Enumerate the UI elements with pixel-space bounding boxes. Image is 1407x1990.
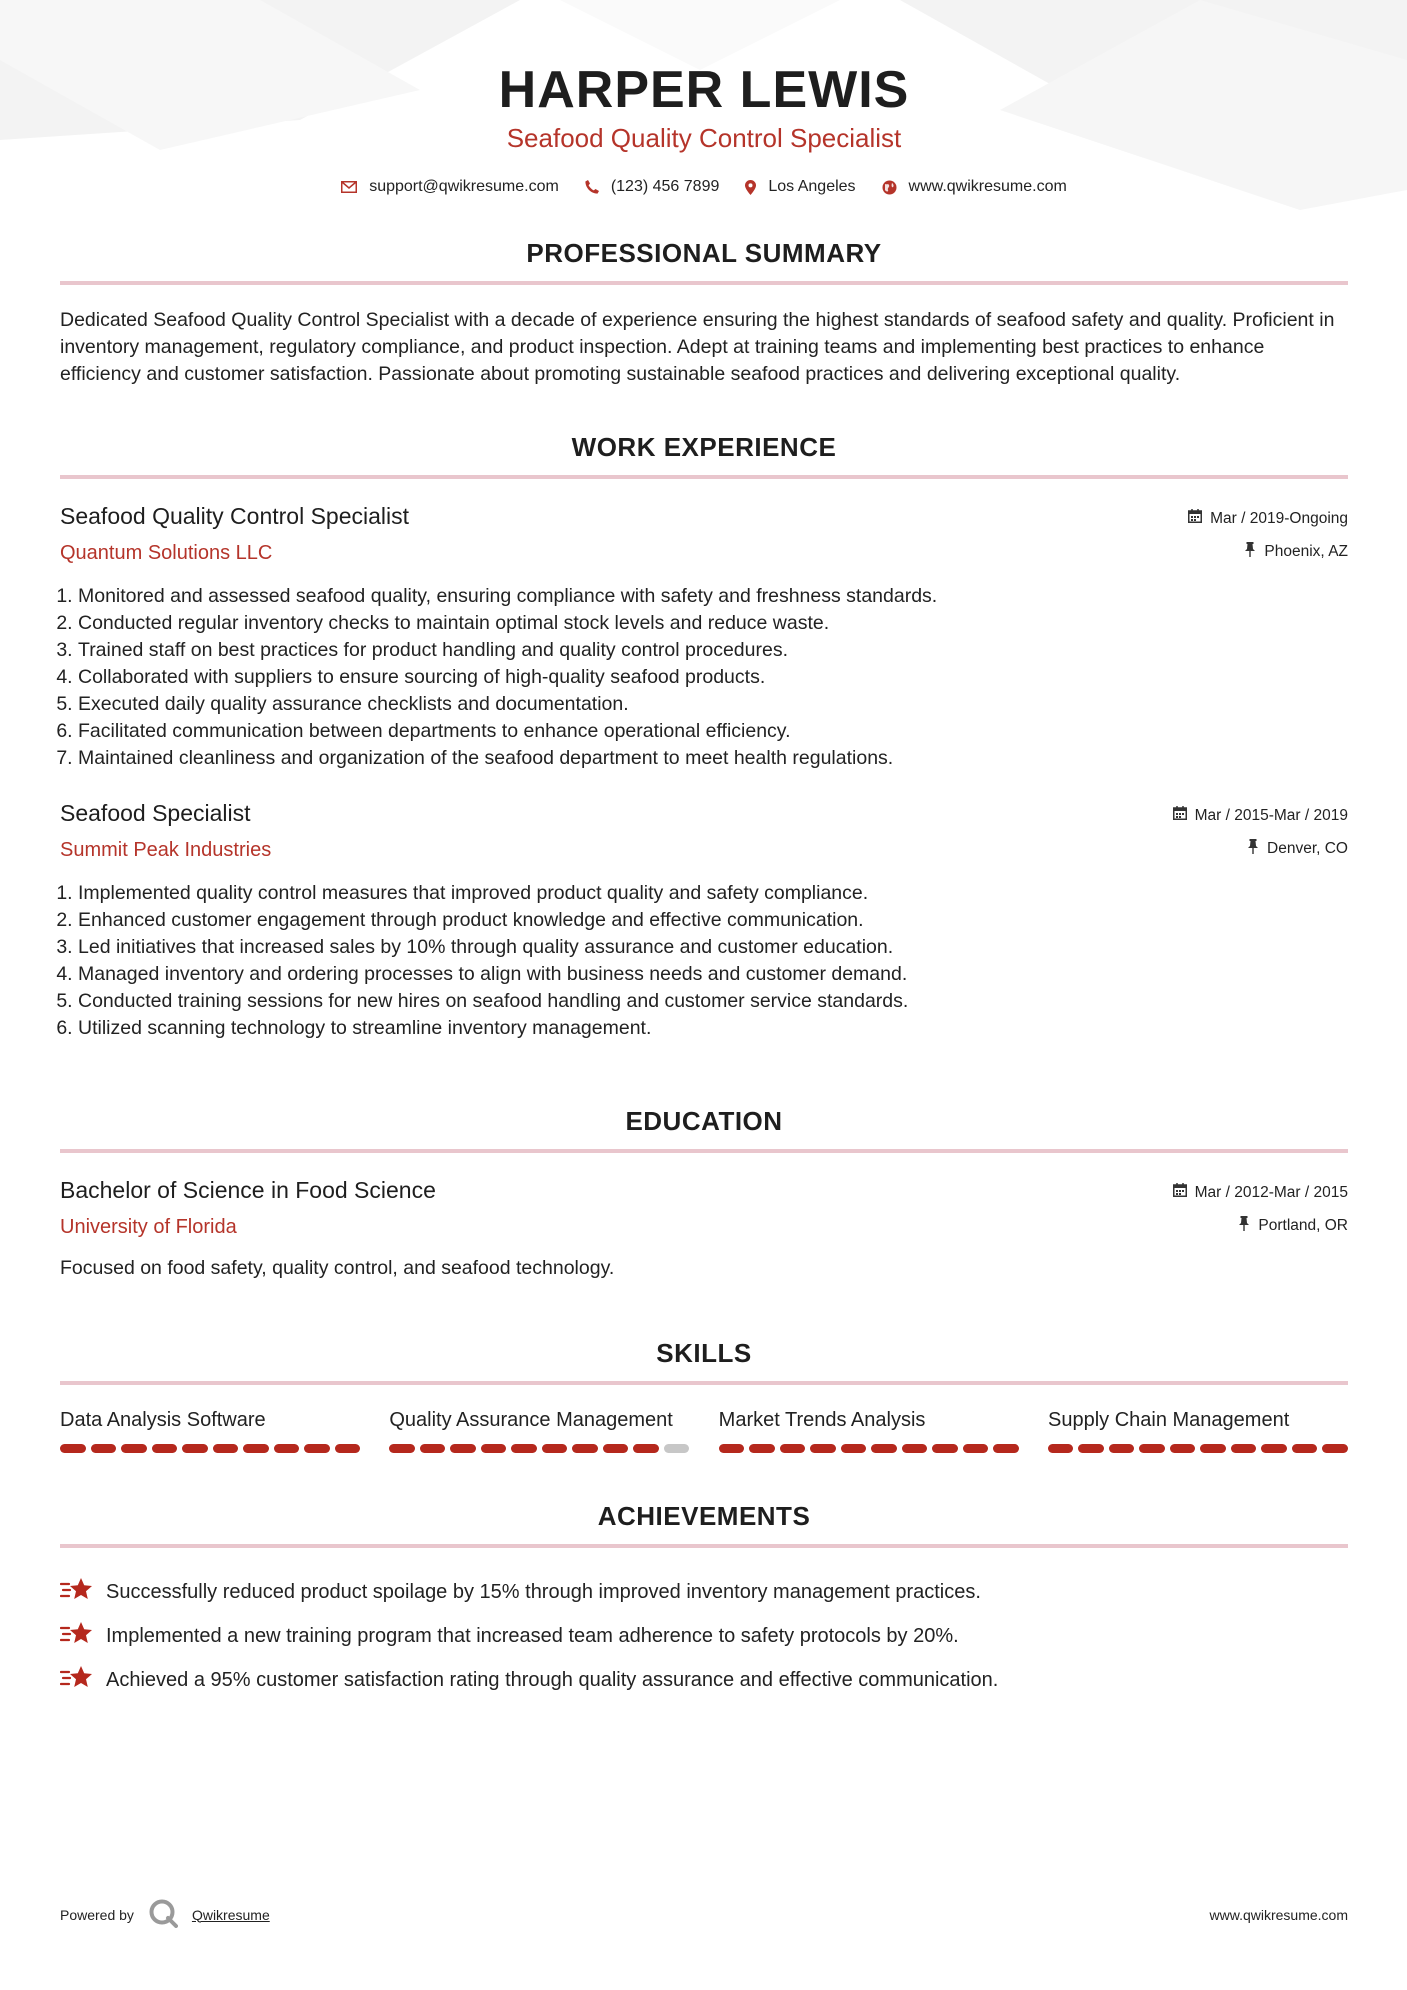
achievement-text: Achieved a 95% customer satisfaction rating through quality assurance and effective communication. (106, 1668, 999, 1691)
skill-segment-filled (274, 1444, 300, 1453)
achievement-text: Implemented a new training program that increased team adherence to safety protocols by 20%. (106, 1624, 959, 1647)
skill-segment-filled (182, 1444, 208, 1453)
contact-email[interactable] (341, 178, 559, 196)
job-location: Phoenix, AZ (1264, 543, 1348, 560)
education-section (60, 1106, 1348, 1280)
skill-segment-filled (603, 1444, 629, 1453)
list-item: 1. Monitored and assessed seafood quality, ensuring compliance with safety and freshness standards. (78, 583, 1348, 610)
page-footer (60, 1898, 1348, 1931)
contact-location (745, 178, 855, 196)
skill-segment-filled (152, 1444, 178, 1453)
skill-segment-filled (1261, 1444, 1287, 1453)
skill-item (719, 1407, 1019, 1453)
list-item: 6. Facilitated communication between departments to enhance operational efficiency. (78, 718, 1348, 745)
section-divider (60, 1149, 1348, 1153)
education-description: Focused on food safety, quality control, and seafood technology. (60, 1257, 615, 1279)
degree-title: Bachelor of Science in Food Science (60, 1177, 436, 1203)
skill-segment-filled (1292, 1444, 1318, 1453)
contact-bar (60, 178, 1348, 196)
skill-segment-filled (572, 1444, 598, 1453)
skill-segment-empty (664, 1444, 690, 1453)
skills-grid (60, 1407, 1348, 1453)
star-icon (60, 1620, 94, 1652)
globe-icon (882, 180, 897, 195)
phone-icon (585, 180, 599, 194)
skill-segment-filled (121, 1444, 147, 1453)
skill-rating (719, 1444, 1019, 1453)
section-divider (60, 1381, 1348, 1385)
job-title: Seafood Quality Control Specialist (60, 503, 410, 529)
map-pin-icon (745, 180, 756, 195)
section-divider (60, 475, 1348, 479)
skill-segment-filled (993, 1444, 1019, 1453)
skill-name: Quality Assurance Management (389, 1409, 673, 1431)
envelope-icon (341, 181, 357, 193)
skill-item (1048, 1407, 1348, 1453)
contact-phone[interactable] (585, 178, 720, 196)
summary-heading: PROFESSIONAL SUMMARY (526, 238, 882, 268)
skill-segment-filled (1109, 1444, 1135, 1453)
experience-section (60, 432, 1348, 1042)
education-entry (60, 1177, 1348, 1280)
job-bullets (60, 880, 1348, 1042)
experience-heading: WORK EXPERIENCE (571, 432, 837, 462)
job-meta (1188, 503, 1348, 565)
job-title: Seafood Specialist (60, 800, 251, 826)
pushpin-icon (1238, 1216, 1250, 1236)
skill-rating (389, 1444, 689, 1453)
skill-segment-filled (91, 1444, 117, 1453)
resume-header (60, 0, 1348, 196)
list-item: 1. Implemented quality control measures that improved product quality and safety compliance. (78, 880, 1348, 907)
skill-segment-filled (335, 1444, 361, 1453)
star-icon (60, 1664, 94, 1696)
skill-segment-filled (1139, 1444, 1165, 1453)
skill-segment-filled (450, 1444, 476, 1453)
skill-segment-filled (542, 1444, 568, 1453)
contact-website-text: www.qwikresume.com (908, 178, 1067, 195)
contact-website[interactable] (882, 178, 1067, 196)
list-item: 7. Maintained cleanliness and organization of the seafood department to meet health regulations. (78, 745, 1348, 772)
list-item (60, 1614, 1348, 1658)
skill-segment-filled (1322, 1444, 1348, 1453)
list-item: 3. Led initiatives that increased sales by 10% through quality assurance and customer education. (78, 934, 1348, 961)
skill-segment-filled (963, 1444, 989, 1453)
candidate-title: Seafood Quality Control Specialist (506, 123, 902, 153)
powered-by-label: Powered by (60, 1906, 134, 1923)
skill-segment-filled (1231, 1444, 1257, 1453)
candidate-name: HARPER LEWIS (498, 61, 910, 119)
skill-name: Market Trends Analysis (718, 1409, 926, 1431)
skill-segment-filled (1048, 1444, 1074, 1453)
contact-email-text: support@qwikresume.com (369, 178, 559, 195)
achievements-heading: ACHIEVEMENTS (597, 1501, 811, 1531)
skill-name: Supply Chain Management (1047, 1409, 1290, 1431)
pushpin-icon (1244, 542, 1256, 562)
skill-segment-filled (780, 1444, 806, 1453)
skill-segment-filled (633, 1444, 659, 1453)
list-item: 5. Conducted training sessions for new hires on seafood handling and customer service standards. (78, 988, 1348, 1015)
job-location: Denver, CO (1267, 840, 1348, 857)
skill-segment-filled (389, 1444, 415, 1453)
qwikresume-logo-icon (148, 1898, 178, 1931)
achievements-list (60, 1570, 1348, 1702)
summary-text: Dedicated Seafood Quality Control Specialist with a decade of experience ensuring the highest standards of seafood safety and quality. Proficient in inventory management, regulatory compliance, and product inspection. Adept at training teams and implementing best practices to enhance efficiency and customer satisfaction. Passionate about promoting sustainable seafood practices and delivering exceptional quality. (60, 309, 1335, 385)
job-meta (1173, 800, 1348, 862)
job-bullets (60, 583, 1348, 772)
skill-segment-filled (511, 1444, 537, 1453)
education-dates: Mar / 2012-Mar / 2015 (1194, 1183, 1348, 1201)
section-divider (60, 281, 1348, 285)
calendar-icon (1188, 509, 1202, 528)
skill-segment-filled (1170, 1444, 1196, 1453)
pushpin-icon (1247, 839, 1259, 859)
skill-item (60, 1407, 360, 1453)
job-entry (60, 503, 1348, 772)
achievement-text: Successfully reduced product spoilage by 15% through improved inventory management practices. (106, 1580, 981, 1603)
contact-phone-text: (123) 456 7899 (610, 178, 720, 195)
list-item: 4. Collaborated with suppliers to ensure sourcing of high-quality seafood products. (78, 664, 1348, 691)
resume-page (60, 0, 1348, 1702)
skill-segment-filled (932, 1444, 958, 1453)
skill-segment-filled (304, 1444, 330, 1453)
achievements-section (60, 1501, 1348, 1702)
list-item: 2. Enhanced customer engagement through product knowledge and effective communication. (78, 907, 1348, 934)
school-name: University of Florida (60, 1216, 237, 1238)
skill-segment-filled (60, 1444, 86, 1453)
section-divider (60, 1544, 1348, 1548)
skill-rating (1048, 1444, 1348, 1453)
job-company: Quantum Solutions LLC (60, 542, 273, 564)
brand-link[interactable]: Qwikresume (191, 1906, 270, 1923)
contact-location-text: Los Angeles (768, 178, 856, 195)
skill-segment-filled (1200, 1444, 1226, 1453)
skill-segment-filled (420, 1444, 446, 1453)
list-item (60, 1658, 1348, 1702)
skills-heading: SKILLS (656, 1338, 752, 1368)
list-item: 5. Executed daily quality assurance checklists and documentation. (78, 691, 1348, 718)
education-heading: EDUCATION (625, 1106, 783, 1136)
skill-item (389, 1407, 689, 1453)
skill-segment-filled (902, 1444, 928, 1453)
list-item: 6. Utilized scanning technology to streamline inventory management. (78, 1015, 1348, 1042)
skill-segment-filled (810, 1444, 836, 1453)
list-item: 4. Managed inventory and ordering processes to align with business needs and customer demand. (78, 961, 1348, 988)
skill-segment-filled (213, 1444, 239, 1453)
skill-segment-filled (749, 1444, 775, 1453)
summary-section (60, 238, 1348, 388)
job-dates: Mar / 2015-Mar / 2019 (1194, 806, 1348, 824)
calendar-icon (1173, 1183, 1187, 1202)
star-icon (60, 1576, 94, 1608)
skill-segment-filled (481, 1444, 507, 1453)
skill-segment-filled (871, 1444, 897, 1453)
list-item (60, 1570, 1348, 1614)
job-dates: Mar / 2019-Ongoing (1210, 509, 1348, 527)
skill-rating (60, 1444, 360, 1453)
education-meta (1173, 1177, 1348, 1239)
list-item: 2. Conducted regular inventory checks to maintain optimal stock levels and reduce waste. (78, 610, 1348, 637)
footer-url[interactable]: www.qwikresume.com (1209, 1906, 1348, 1923)
calendar-icon (1173, 806, 1187, 825)
skill-name: Data Analysis Software (60, 1409, 266, 1431)
skill-segment-filled (1078, 1444, 1104, 1453)
skills-section (60, 1338, 1348, 1453)
skill-segment-filled (841, 1444, 867, 1453)
job-company: Summit Peak Industries (60, 839, 272, 861)
skill-segment-filled (243, 1444, 269, 1453)
list-item: 3. Trained staff on best practices for product handling and quality control procedures. (78, 637, 1348, 664)
education-location: Portland, OR (1258, 1217, 1348, 1234)
skill-segment-filled (719, 1444, 745, 1453)
job-entry (60, 800, 1348, 1042)
